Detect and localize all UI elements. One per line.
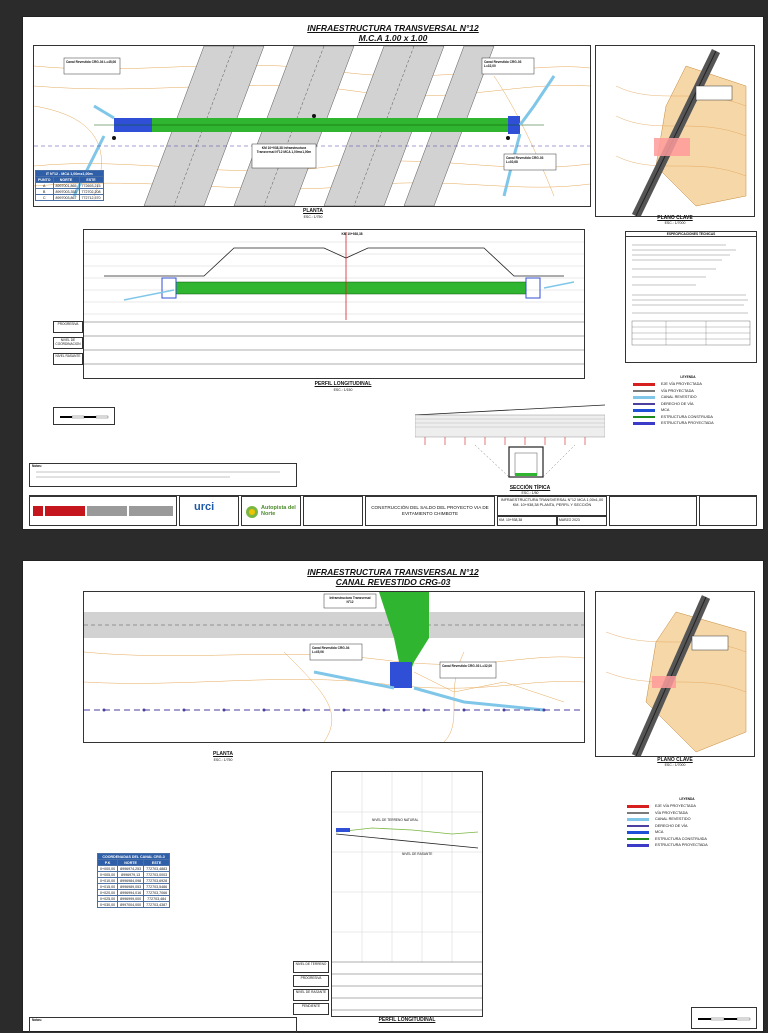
legend-item (633, 420, 743, 427)
tb-signatures (303, 496, 363, 526)
legend-swatch (633, 409, 655, 412)
table-cell: 772703,4387 (144, 902, 170, 908)
legend-label: DERECHO DE VÍA (661, 401, 694, 406)
plan-callout-lower-right: Canal Revestido CRG-03 L=30,68 (506, 156, 544, 164)
key-plan-label: PLANO CLAVE (657, 215, 693, 221)
key-plan2-scale: ESC.: 1/7000 (664, 763, 686, 767)
scale-graphic-box (53, 407, 115, 425)
coord-table-1-h2: ESTE (79, 177, 103, 183)
profile-row-label: NIVEL DE COORDINACION (53, 337, 83, 349)
specs-box (625, 231, 757, 363)
legend-2 (627, 797, 747, 849)
legend-swatch (627, 844, 649, 847)
table-cell: 772712,570 (79, 195, 103, 201)
table-cell: 772693,215 (79, 183, 103, 189)
plan-drawing (34, 46, 590, 206)
coord-table-2-h0: P.K (98, 860, 118, 866)
legend-swatch (633, 390, 655, 393)
coord-table-1 (35, 170, 104, 201)
profile2-row-label: PENDIENTE (293, 1003, 329, 1015)
tb-sheet-code (699, 496, 757, 526)
coord-table-1-h1: NORTE (53, 177, 79, 183)
profile2-row-label: NIVEL DE TERRENO (293, 961, 329, 973)
sheet2-title-line1: INFRAESTRUCTURA TRANSVERSAL N°12 (307, 567, 479, 577)
plan-scale: ESC.: 1/750 (303, 215, 323, 219)
plan2-label: PLANTA (213, 751, 233, 757)
table-row (98, 902, 170, 908)
legend-label: ESTRUCTURA CONSTRUIDA (661, 414, 713, 419)
legend-label: EJE VÍA PROYECTADA (655, 804, 696, 809)
notes-box-1 (29, 463, 297, 487)
gov-logo-strip (31, 498, 177, 524)
legend-1-title: LEYENDA (680, 375, 696, 379)
drawing-sheet-1 (22, 16, 764, 530)
legend-swatch (627, 805, 649, 808)
legend-item (627, 842, 747, 849)
legend-label: MCA (661, 408, 670, 413)
coord-table-2-h2: ESTE (144, 860, 170, 866)
sheet1-title-line1: INFRAESTRUCTURA TRANSVERSAL N°12 (307, 23, 479, 33)
table-cell: 772703,6928 (144, 878, 170, 884)
scale-bar-2 (692, 1008, 756, 1028)
coord-table-2-title: COORDENADAS DEL CANAL CRG-3 (98, 854, 170, 860)
legend-label: ESTRUCTURA PROYECTADA (661, 421, 714, 426)
legend-swatch (627, 818, 649, 821)
tb-sheet-title: INFRAESTRUCTURA TRANSVERSAL N°12 MCA 1,00x1,00 KM. 10+938,38 PLANTA, PERFIL Y SECCIÓN (497, 496, 607, 516)
legend-swatch (627, 838, 649, 841)
profile2-label: PERFIL LONGITUDINAL (378, 1017, 436, 1023)
legend-label: DERECHO DE VÍA (655, 823, 688, 828)
key-plan2-label: PLANO CLAVE (657, 757, 693, 763)
legend-swatch (627, 812, 649, 815)
legend-1 (633, 375, 743, 427)
notes-text-lines-1 (30, 468, 296, 482)
sheet2-title-line2: CANAL REVESTIDO CRG-03 (335, 577, 451, 587)
section-label: SECCIÓN TÍPICA (509, 485, 551, 491)
tb-logo-autopista (241, 496, 301, 526)
plan2-callout-top: Infraestructura Transversal N°12 (329, 596, 371, 604)
legend-swatch (627, 831, 649, 834)
legend-label: EJE VÍA PROYECTADA (661, 382, 702, 387)
legend-label: CANAL REVESTIDO (661, 395, 697, 400)
autopista-logo: Autopista del Norte (261, 505, 296, 517)
table-cell: 772703,7066 (144, 890, 170, 896)
tb-km: KM. 10+938,38 (497, 516, 557, 526)
table-cell: 772702,208 (79, 189, 103, 195)
specs-text-lines (626, 237, 756, 355)
profile2-note-terrain: NIVEL DE TERRENO NATURAL (372, 818, 419, 822)
legend-2-title: LEYENDA (679, 797, 695, 801)
table-cell: 8996984,098 (118, 878, 144, 884)
notes-title-1: Notas: (32, 464, 42, 468)
profile2-row-labels (293, 961, 329, 1015)
table-cell: 772703,4883 (144, 866, 170, 872)
coord-table-2-h1: NORTE (118, 860, 144, 866)
table-cell: 8996989,053 (118, 884, 144, 890)
legend-swatch (633, 416, 655, 419)
table-cell: 8997004,000 (118, 902, 144, 908)
table-cell: 8997003,353 (53, 189, 79, 195)
typical-section-drawing (415, 389, 605, 497)
profile-row-label: PROGRESIVA (53, 321, 83, 333)
profile-scale: ESC.: 1/150 (333, 388, 353, 392)
table-row (36, 195, 104, 201)
section-scale: ESC.: 1/50 (521, 491, 539, 495)
table-cell: 772703,484 (144, 896, 170, 902)
key-plan-drawing (596, 46, 754, 216)
legend-swatch (627, 825, 649, 828)
table-cell: 8996994,016 (118, 890, 144, 896)
profile-label: PERFIL LONGITUDINAL (314, 381, 372, 387)
legend-label: MCA (655, 830, 664, 835)
key-plan (595, 45, 755, 217)
plan2-callout-left: Canal Revestido CRG-04 L=45,06 (312, 646, 350, 654)
plan-callout-center: KM 10+938,38 Infraestructura Transversal N°12 MCA 1,00mx1,00m (256, 146, 312, 154)
profile-row-labels (53, 321, 83, 365)
profile-view-2 (331, 771, 483, 1017)
scale-bar (54, 408, 114, 424)
title-block-1 (29, 495, 757, 526)
profile2-note-rasante: NIVEL DE RASANTE (402, 852, 433, 856)
tb-date: MARZO 2023 (557, 516, 607, 526)
legend-swatch (633, 422, 655, 425)
typical-section (415, 389, 605, 497)
scale-box-2 (691, 1007, 757, 1029)
profile-drawing-2 (332, 772, 482, 1016)
table-cell: 0+000,00 (98, 866, 118, 872)
profile-annotation: KM 10+938,38 (341, 232, 363, 236)
profile-view (83, 229, 585, 379)
table-cell: 772703,0003 (144, 872, 170, 878)
legend-label: ESTRUCTURA PROYECTADA (655, 843, 708, 848)
profile-drawing (84, 230, 584, 378)
plan-label: PLANTA (303, 208, 323, 214)
table-cell: B (36, 189, 54, 195)
plan-callout-right: Canal Revestido CRG-03 L=32,00 (484, 60, 522, 68)
table-cell: 8997003,867 (53, 195, 79, 201)
table-cell: 772703,5486 (144, 884, 170, 890)
plan-view (33, 45, 591, 207)
key-plan-scale: ESC.: 1/7000 (664, 221, 686, 225)
table-cell: 0+020,00 (98, 890, 118, 896)
table-cell: A (36, 183, 54, 189)
table-cell: 8996979,13 (118, 872, 144, 878)
drawing-sheet-2 (22, 560, 764, 1032)
table-cell: 0+005,00 (98, 872, 118, 878)
table-cell: C (36, 195, 54, 201)
specs-title: ESPECIFICACIONES TÉCNICAS (626, 232, 756, 237)
table-cell: 0+010,00 (98, 878, 118, 884)
profile-row-label: NIVEL RASANTE (53, 353, 83, 365)
autopista-logo-icon (245, 505, 259, 519)
legend-label: ESTRUCTURA CONSTRUIDA (655, 836, 707, 841)
plan-callout-left: Canal Revestido CRG-04 L=45,06 (66, 60, 117, 64)
tb-logos-gov (29, 496, 177, 526)
tb-project: CONSTRUCCIÓN DEL SALDO DEL PROYECTO VIA DE EVITAMIENTO CHIMBOTE (365, 496, 495, 526)
tb-logo-urci (179, 496, 239, 526)
table-cell: 8997001,865 (53, 183, 79, 189)
table-cell: 8996974,253 (118, 866, 144, 872)
table-cell: 8996999,000 (118, 896, 144, 902)
key-plan-drawing-2 (596, 592, 754, 756)
legend-swatch (633, 383, 655, 386)
plan-drawing-2 (84, 592, 584, 742)
legend-swatch (633, 396, 655, 399)
coord-table-1-title: IT N°12 - MCA 1,00mx1,00m (36, 171, 104, 177)
table-cell: 0+015,00 (98, 884, 118, 890)
plan2-callout-right: Canal Revestido CRG-03 L=32,00 (442, 664, 493, 668)
table-cell: 0+025,00 (98, 896, 118, 902)
legend-swatch (633, 403, 655, 406)
legend-label: VÍA PROYECTADA (655, 810, 688, 815)
notes-box-2 (29, 1017, 297, 1033)
table-cell: 0+030,00 (98, 902, 118, 908)
urci-logo: urci (194, 501, 215, 513)
coord-table-2 (97, 853, 170, 908)
legend-label: CANAL REVESTIDO (655, 817, 691, 822)
notes-title-2: Notas: (32, 1018, 42, 1022)
key-plan-2 (595, 591, 755, 757)
profile2-row-label: PROGRESIVA (293, 975, 329, 987)
plan-view-2 (83, 591, 585, 743)
coord-table-1-h0: PUNTO (36, 177, 54, 183)
plan2-scale: ESC.: 1/750 (213, 758, 233, 762)
sheet1-title-line2: M.C.A 1.00 x 1.00 (358, 33, 428, 43)
legend-label: VÍA PROYECTADA (661, 388, 694, 393)
profile2-row-label: NIVEL DE RASANTE (293, 989, 329, 1001)
tb-revisions (609, 496, 697, 526)
